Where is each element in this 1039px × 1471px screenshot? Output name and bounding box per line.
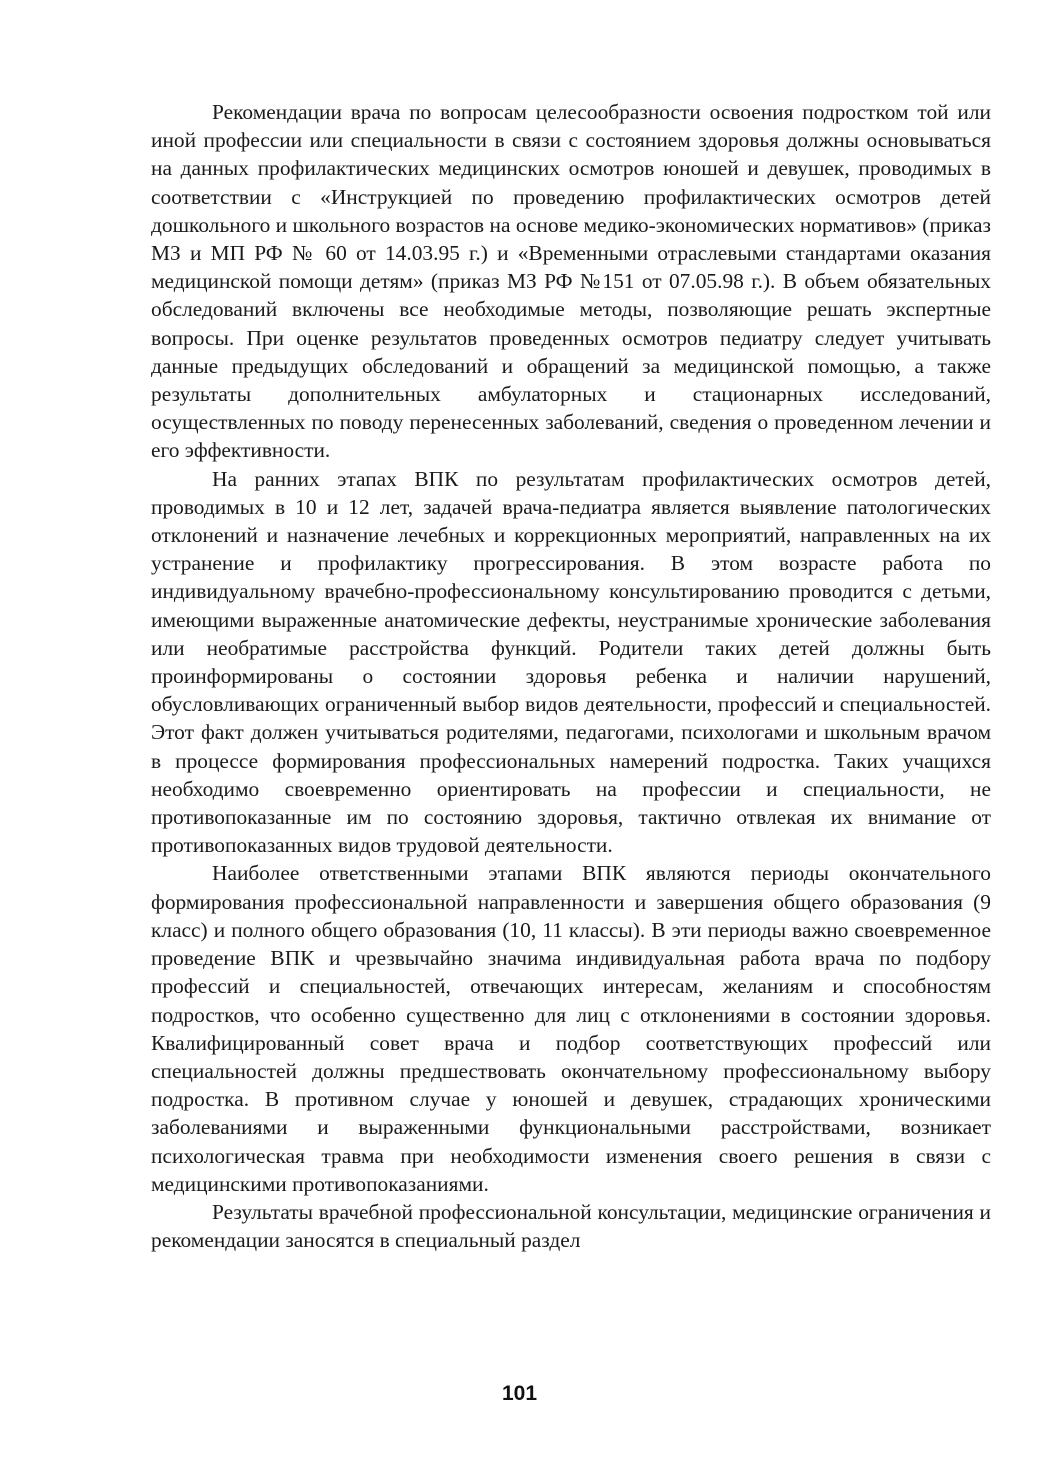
paragraph-2: На ранних этапах ВПК по результатам профилактических осмотров детей, проводимых в 10 и 12 лет, задачей врача-педиатра является выявление патологических отклонений и назначение лечебных и коррекционных мероприятий, направленных на их устранение и профилактику прогрессирования. В этом возрасте работа по индивидуальному врачебно-профессиональному консультированию проводится с детьми, имеющими выраженные анатомические дефекты, неустранимые хронические заболевания или необратимые расстройства функций. Родители таких детей должны быть проинформированы о состоянии здоровья ребенка и наличии нарушений, обусловливающих ограниченный выбор видов деятельности, профессий и специальностей. Этот факт должен учитываться родителями, педагогами, психологами и школьным врачом в процессе формирования профессиональных намерений подростка. Таких учащихся необходимо своевременно ориентировать на профессии и специальности, не противопоказанные им по состоянию здоровья, тактично отвлекая их внимание от противопоказанных видов трудовой деятельности. bbox=[151, 466, 991, 858]
page-number: 101 bbox=[501, 1382, 538, 1405]
paragraph-4: Результаты врачебной профессиональной консультации, медицинские ограничения и рекомендации заносятся в специальный раздел bbox=[151, 1199, 991, 1253]
paragraph-3: Наиболее ответственными этапами ВПК являются периоды окончательного формирования профессиональной направленности и завершения общего образования (9 класс) и полного общего образования (10, 11 классы). В эти периоды важно своевременное проведение ВПК и чрезвычайно значима индивидуальная работа врача по подбору профессий и специальностей, отвечающих интересам, желаниям и способностям подростков, что особенно существенно для лиц с отклонениями в состоянии здоровья. Квалифицированный совет врача и подбор соответствующих профессий или специальностей должны предшествовать окончательному профессиональному выбору подростка. В противном случае у юношей и девушек, страдающих хроническими заболеваниями и выраженными функциональными расстройствами, возникает психологическая травма при необходимости изменения своего решения в связи с медицинскими противопоказаниями. bbox=[151, 861, 991, 1196]
body-text bbox=[151, 98, 991, 1254]
paragraph-1: Рекомендации врача по вопросам целесообразности освоения подростком той или иной профессии или специальности в связи с состоянием здоровья должны основываться на данных профилактических медицинских осмотров юношей и девушек, проводимых в соответствии с «Инструкцией по проведению профилактических осмотров детей дошкольного и школьного возрастов на основе медико-экономических нормативов» (приказ МЗ и МП РФ № 60 от 14.03.95 г.) и «Временными отраслевыми стандартами оказания медицинской помощи детям» (приказ МЗ РФ №151 от 07.05.98 г.). В объем обязательных обследований включены все необходимые методы, позволяющие решать экспертные вопросы. При оценке результатов проведенных осмотров педиатру следует учитывать данные предыдущих обследований и обращений за медицинской помощью, а также результаты дополнительных амбулаторных и стационарных исследований, осуществленных по поводу перенесенных заболеваний, сведения о проведенном лечении и его эффективности. bbox=[151, 100, 991, 463]
